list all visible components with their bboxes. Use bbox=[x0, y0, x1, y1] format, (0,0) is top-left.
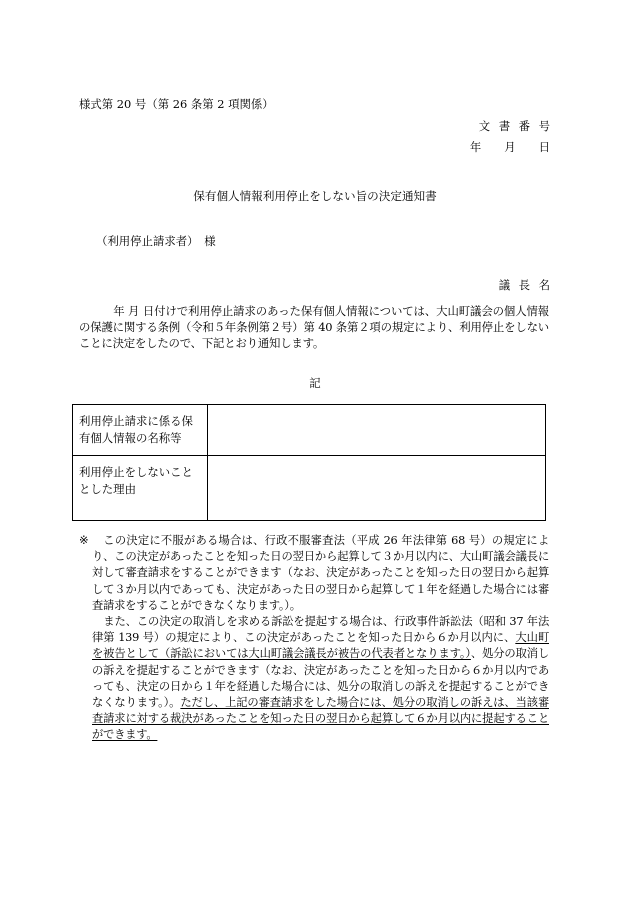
note-2-text-a: また、この決定の取消しを求める訴訟を提起する場合は、行政事件訴訟法（昭和 37 年法律第 139 号）の規定により、この決定があったことを知った日から６か月以内に、 bbox=[92, 615, 549, 645]
ki-heading: 記 bbox=[309, 376, 321, 390]
note-2-underline-2: ただし、上記の審査請求をした場合には、処分の取消しの訴えは、当該審査請求に対する裁決があったことを知った日の翌日から起算して６か月以内に提起することができます。 bbox=[92, 696, 549, 742]
note-mark: ※ bbox=[79, 534, 89, 547]
document-number-label: 文書番号 bbox=[478, 119, 559, 133]
row2-value bbox=[208, 456, 546, 521]
date-label: 年 月 日 bbox=[469, 140, 550, 154]
info-table bbox=[72, 404, 546, 521]
note-paragraph-1 bbox=[79, 533, 549, 614]
body-text: 年 月 日付けで利用停止請求のあった保有個人情報については、大山町議会の個人情報の保護に関する条例（令和５年条例第２号）第 40 条第２項の規定により、利用停止をしないことに決定をしたので、下記とおり通知します。 bbox=[79, 304, 549, 350]
row1-value bbox=[208, 405, 546, 456]
form-number: 様式第 20 号（第 26 条第 2 項関係） bbox=[79, 97, 274, 111]
issuer-name: 議長名 bbox=[498, 278, 559, 292]
addressee: （利用停止請求者） 様 bbox=[96, 234, 216, 248]
note-1-text: この決定に不服がある場合は、行政不服審査法（平成 26 年法律第 68 号）の規定により、この決定があったことを知った日の翌日から起算して３か月以内に、大山町議会議長に対して審査請求をすることができます（なお、決定があったことを知った日の翌日から起算して３か月以内であっても、決定があった日の翌日から起算して１年を経過した場合には審査請求をすることができなくなります。）。 bbox=[92, 534, 549, 612]
note-paragraph-2 bbox=[79, 614, 549, 744]
row2-label: 利用停止をしないこととした理由 bbox=[73, 456, 208, 521]
note-2-underline-1: 大山町を被告として（訴訟においては大山町議会議長が被告の代表者となります。） bbox=[92, 631, 549, 661]
document-title: 保有個人情報利用停止をしない旨の決定通知書 bbox=[193, 189, 437, 203]
table-row bbox=[73, 405, 546, 456]
row1-label: 利用停止請求に係る保有個人情報の名称等 bbox=[73, 405, 208, 456]
note-2-text-b: 、処分の取消しの訴えを提起することができます（なお、決定があったことを知った日から６か月以内であっても、決定の日から１年を経過した場合には、処分の取消しの訴えを提起することができなくなります。）。 bbox=[92, 647, 549, 710]
notes-section bbox=[79, 533, 549, 744]
table-row bbox=[73, 456, 546, 521]
